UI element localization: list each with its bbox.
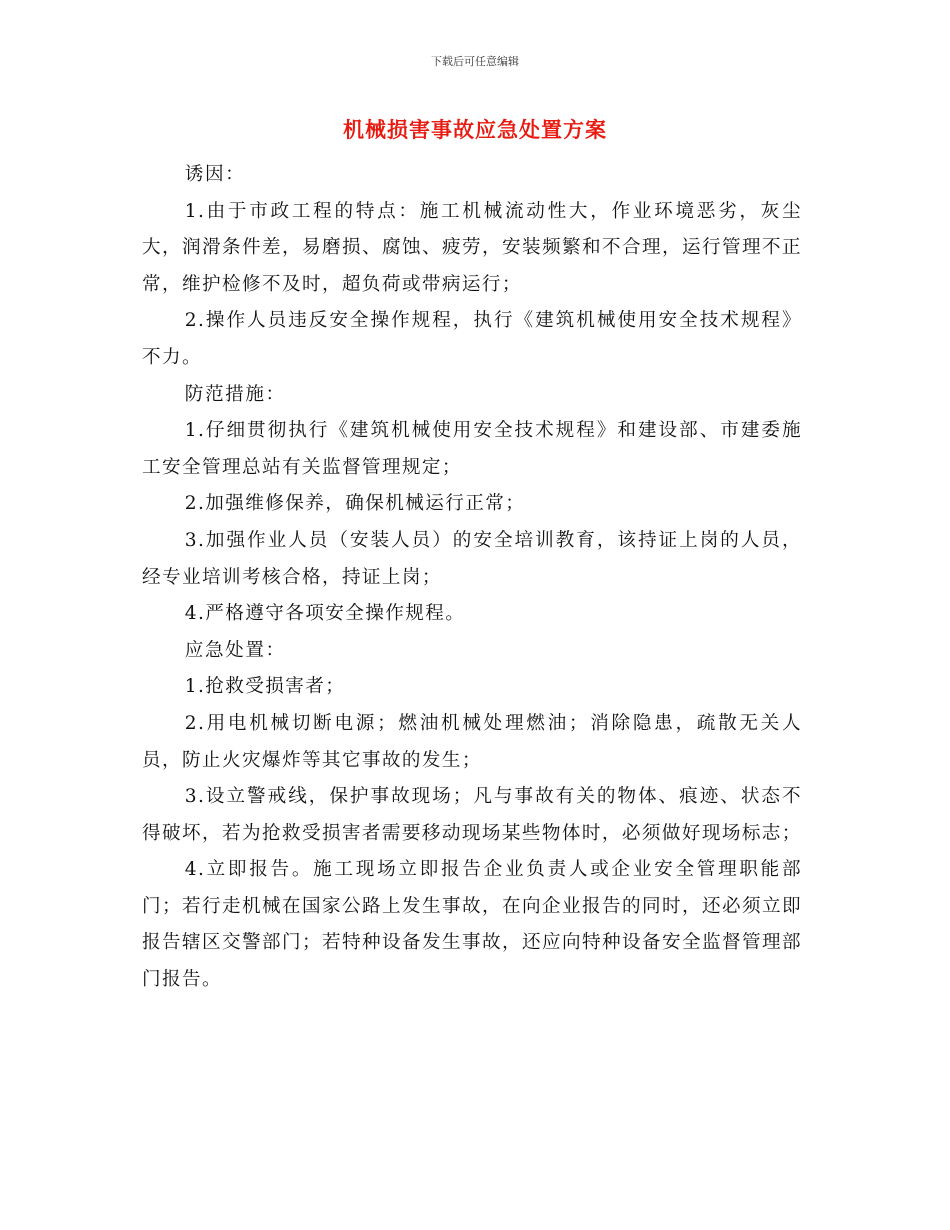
prevention-item-2: 2.加强维修保养，确保机械运行正常； xyxy=(184,493,526,515)
causes-heading: 诱因： xyxy=(184,164,246,185)
cause-item-2: 2.操作人员违反安全操作规程，执行《建筑机械使用安全技术规程》不力。 xyxy=(142,310,802,368)
cause-item-1: 1.由于市政工程的特点：施工机械流动性大，作业环境恶劣，灰尘大，润滑条件差，易磨损、腐蚀、疲劳，安装频繁和不合理，运行管理不正常，维护检修不及时，超负荷或带病运行； xyxy=(142,200,802,295)
emergency-item-1: 1.抢救受损害者； xyxy=(184,676,346,698)
document-body xyxy=(142,157,802,999)
header-note: 下载后可任意编辑 xyxy=(431,55,519,68)
emergency-item-4: 4.立即报告。施工现场立即报告企业负责人或企业安全管理职能部门；若行走机械在国家公路上发生事故，在向企业报告的同时，还必须立即报告辖区交警部门；若特种设备发生事故，还应向特种设备安全监督管理部门报告。 xyxy=(142,859,802,991)
emergency-heading: 应急处置： xyxy=(184,639,286,661)
emergency-item-3: 3.设立警戒线，保护事故现场；凡与事故有关的物体、痕迹、状态不得破坏，若为抢救受损害者需要移动现场某些物体时，必须做好现场标志； xyxy=(142,786,802,844)
prevention-heading: 防范措施： xyxy=(184,383,286,405)
emergency-item-2: 2.用电机械切断电源；燃油机械处理燃油；消除隐患，疏散无关人员，防止火灾爆炸等其它事故的发生； xyxy=(142,712,802,771)
prevention-item-3: 3.加强作业人员（安装人员）的安全培训教育，该持证上岗的人员，经专业培训考核合格，持证上岗； xyxy=(142,529,802,588)
document-title: 机械损害事故应急处置方案 xyxy=(343,118,607,142)
prevention-item-4: 4.严格遵守各项安全操作规程。 xyxy=(184,603,466,625)
prevention-item-1: 1.仔细贯彻执行《建筑机械使用安全技术规程》和建设部、市建委施工安全管理总站有关监督管理规定； xyxy=(142,420,802,478)
